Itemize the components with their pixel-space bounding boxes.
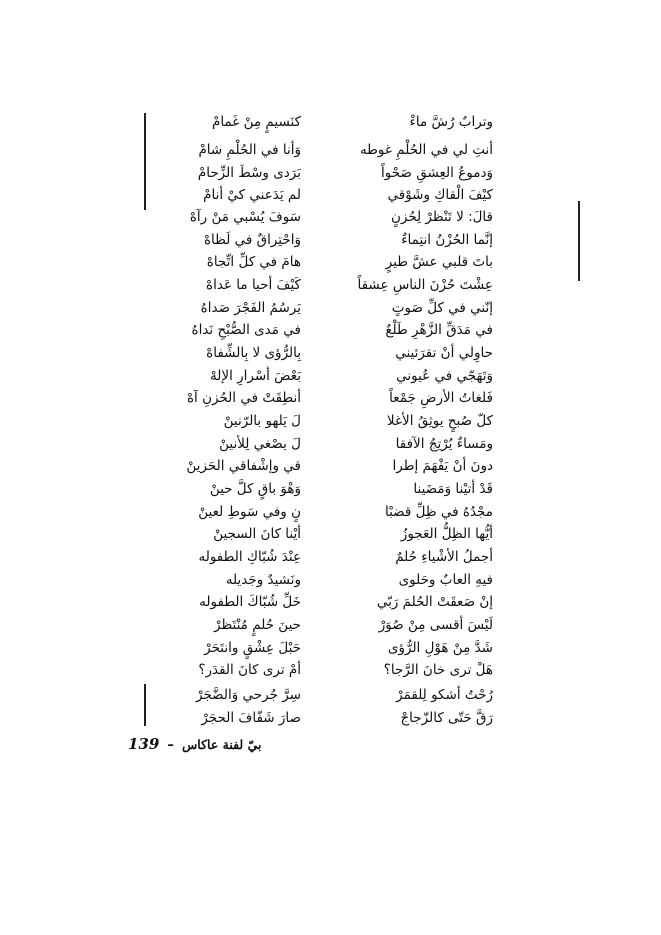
verse-first-hemistich: وَدموعُ العِشقِ صَحْواً [381, 164, 493, 181]
verse [0, 251, 661, 274]
verse [0, 139, 661, 162]
verse-second-hemistich: كَيْفَ أحيا ما عَداهْ [206, 277, 301, 293]
verse [0, 591, 661, 614]
verse-second-hemistich: يَرسُمُ الفَجْرَ صَداهُ [200, 299, 301, 316]
verse [0, 455, 661, 478]
margin-bar [144, 684, 146, 726]
verse [0, 297, 661, 320]
verse-first-hemistich: لَيْسَ أقسى مِنْ صُوَرْ [378, 617, 493, 633]
verse-second-hemistich: وَأنا في الحُلْمِ شامْ [198, 142, 301, 158]
verse [0, 707, 661, 730]
verse-second-hemistich: صارَ شَفّافَ الحجَرْ [201, 709, 301, 726]
verse-first-hemistich: إنَّما الحُزْنُ انتِماءٌ [401, 231, 493, 248]
verse-second-hemistich: لَ يصْغي لِلأنينْ [219, 435, 301, 452]
verse-first-hemistich: ومَساءٌ يُرْتِجُ الآفقا [395, 435, 493, 452]
page-number: 139 [128, 735, 160, 753]
margin-bar [144, 113, 146, 210]
verse-first-hemistich: فَلغاتُ الأرضِ جَمْعاً [389, 390, 493, 406]
verse-second-hemistich: سَوفَ يُسْبي مَنْ رآهْ [189, 209, 301, 225]
verse-first-hemistich: وَتَهَجّي في عُيوني [396, 367, 493, 384]
verse-second-hemistich: بَعْضَ أسْرارِ الإلهْ [210, 367, 301, 384]
running-title: بيّ لفنة عاكاس [182, 737, 262, 752]
verse [0, 162, 661, 185]
verse [0, 659, 661, 682]
verse-second-hemistich: هامَ في كلِّ اتِّجاهْ [206, 254, 301, 270]
footer-separator: – [167, 738, 174, 753]
verse-first-hemistich: وترابٌ رُشَّ ماءْ [409, 114, 493, 130]
verse-second-hemistich: كنَسيمٍ مِنْ غَمامْ [211, 114, 301, 130]
verse [0, 365, 661, 388]
verse-second-hemistich: لم يَدَعني كيْ أنامْ [203, 187, 301, 203]
verse-first-hemistich: قالَ: لا تَنْظرْ لِحُزنٍ [390, 209, 493, 225]
verse [0, 319, 661, 342]
verse [0, 478, 661, 501]
verse [0, 684, 661, 707]
margin-bar [578, 201, 580, 281]
verse-second-hemistich: نٍ وفي سَوطِ لعينْ [198, 503, 301, 520]
verse-second-hemistich: عِنْدَ شُبّاكِ الطفوله [198, 549, 301, 565]
verse [0, 569, 661, 592]
verse-second-hemistich: سِرَّ جُرحي وَالضَّجَرْ [196, 687, 301, 703]
verse [0, 111, 661, 134]
verse [0, 637, 661, 660]
verse-second-hemistich: أنطِقَتْ في الحُزنِ آهْ [186, 390, 301, 406]
verse-second-hemistich: لَ يَلهو بالرّنينْ [223, 413, 301, 429]
verse [0, 206, 661, 229]
verse-first-hemistich: كلّ صُبحٍ يوثِقُ الأغلا [386, 413, 493, 429]
verse [0, 433, 661, 456]
verse-first-hemistich: إنّني في كلِّ صَوتٍ [391, 299, 493, 316]
verse [0, 501, 661, 524]
verse [0, 229, 661, 252]
verse-second-hemistich: في مَدى الصُّبْحِ نَداهُ [191, 322, 301, 338]
verse [0, 184, 661, 207]
verse-second-hemistich: خَلِّ شُبّاكَ الطفوله [199, 594, 301, 610]
verse-first-hemistich: قَدْ أتيْنا وَمَضَينا [413, 481, 493, 497]
verse [0, 342, 661, 365]
verse-second-hemistich: قي وإشْفاقي الحَزينْ [186, 458, 301, 474]
verse-first-hemistich: في مَدَقِّ الزَّهْرِ طَلْعٌ [385, 322, 493, 338]
verse [0, 274, 661, 297]
verse-second-hemistich: بَرَدى وسْطَ الزِّحامْ [197, 164, 301, 181]
verse-first-hemistich: فيهِ العابٌ وحَلوى [398, 571, 493, 588]
verse-first-hemistich: عِشْتَ حُزْنَ الناسِ عِشقاً [357, 277, 493, 293]
verse-second-hemistich: أمْ ترى كانَ القدَر؟ [198, 662, 301, 678]
verse-first-hemistich: باتَ قلبي عشَّ طيرٍ [385, 254, 493, 270]
verse-first-hemistich: أجملُ الأشْياءِ حُلمٌ [395, 549, 493, 565]
verse [0, 523, 661, 546]
verse [0, 387, 661, 410]
verse-first-hemistich: دونَ أنْ يَفْهَمَ إطرا [392, 458, 493, 474]
verse-first-hemistich: إنْ صَعقَتْ الحُلمَ رَبّي [376, 594, 493, 610]
verse-second-hemistich: حَبْلَ عِشْقٍ وانتَحَرْ [204, 639, 301, 656]
page-footer [128, 734, 308, 758]
verse-second-hemistich: أيْنا كانَ السجينْ [213, 526, 301, 542]
verse-second-hemistich: بِالرُّؤى لا بِالشِّفاهْ [206, 345, 301, 361]
verse [0, 546, 661, 569]
verse-second-hemistich: ونَشيدٌ وجَديله [225, 571, 301, 588]
verse-first-hemistich: كيْفَ الْقاكِ وشَوْقي [387, 187, 493, 203]
verse-second-hemistich: وَهْوَ باقٍ كلَّ حينْ [209, 481, 301, 497]
verse [0, 410, 661, 433]
verse-first-hemistich: أنتِ لي في الحُلْمِ غوطه [359, 142, 493, 158]
verse-first-hemistich: هَلْ ترى خانَ الرَّجا؟ [383, 662, 493, 678]
verse-first-hemistich: شَدَّ مِنْ هَوْلِ الرُّؤى [387, 639, 493, 656]
verse [0, 614, 661, 637]
verse-first-hemistich: رَقَّ حَتّى كالزّجاجْ [400, 709, 493, 726]
verse-second-hemistich: حينَ حُلمٍ مُنْتَظرْ [214, 617, 301, 633]
verse-second-hemistich: وَاحْتِراقٌ في لَظاهْ [203, 231, 301, 248]
verse-first-hemistich: رُحْتُ أشكو لِلقمَرْ [396, 687, 493, 703]
verse-first-hemistich: مجْدُهُ في ظِلِّ قضبْا [385, 503, 493, 520]
verse-first-hemistich: حاوِلي أنْ تقرَئيني [395, 345, 493, 361]
verse-first-hemistich: أيُّها الظِلُّ العَجوزُ [400, 526, 493, 542]
